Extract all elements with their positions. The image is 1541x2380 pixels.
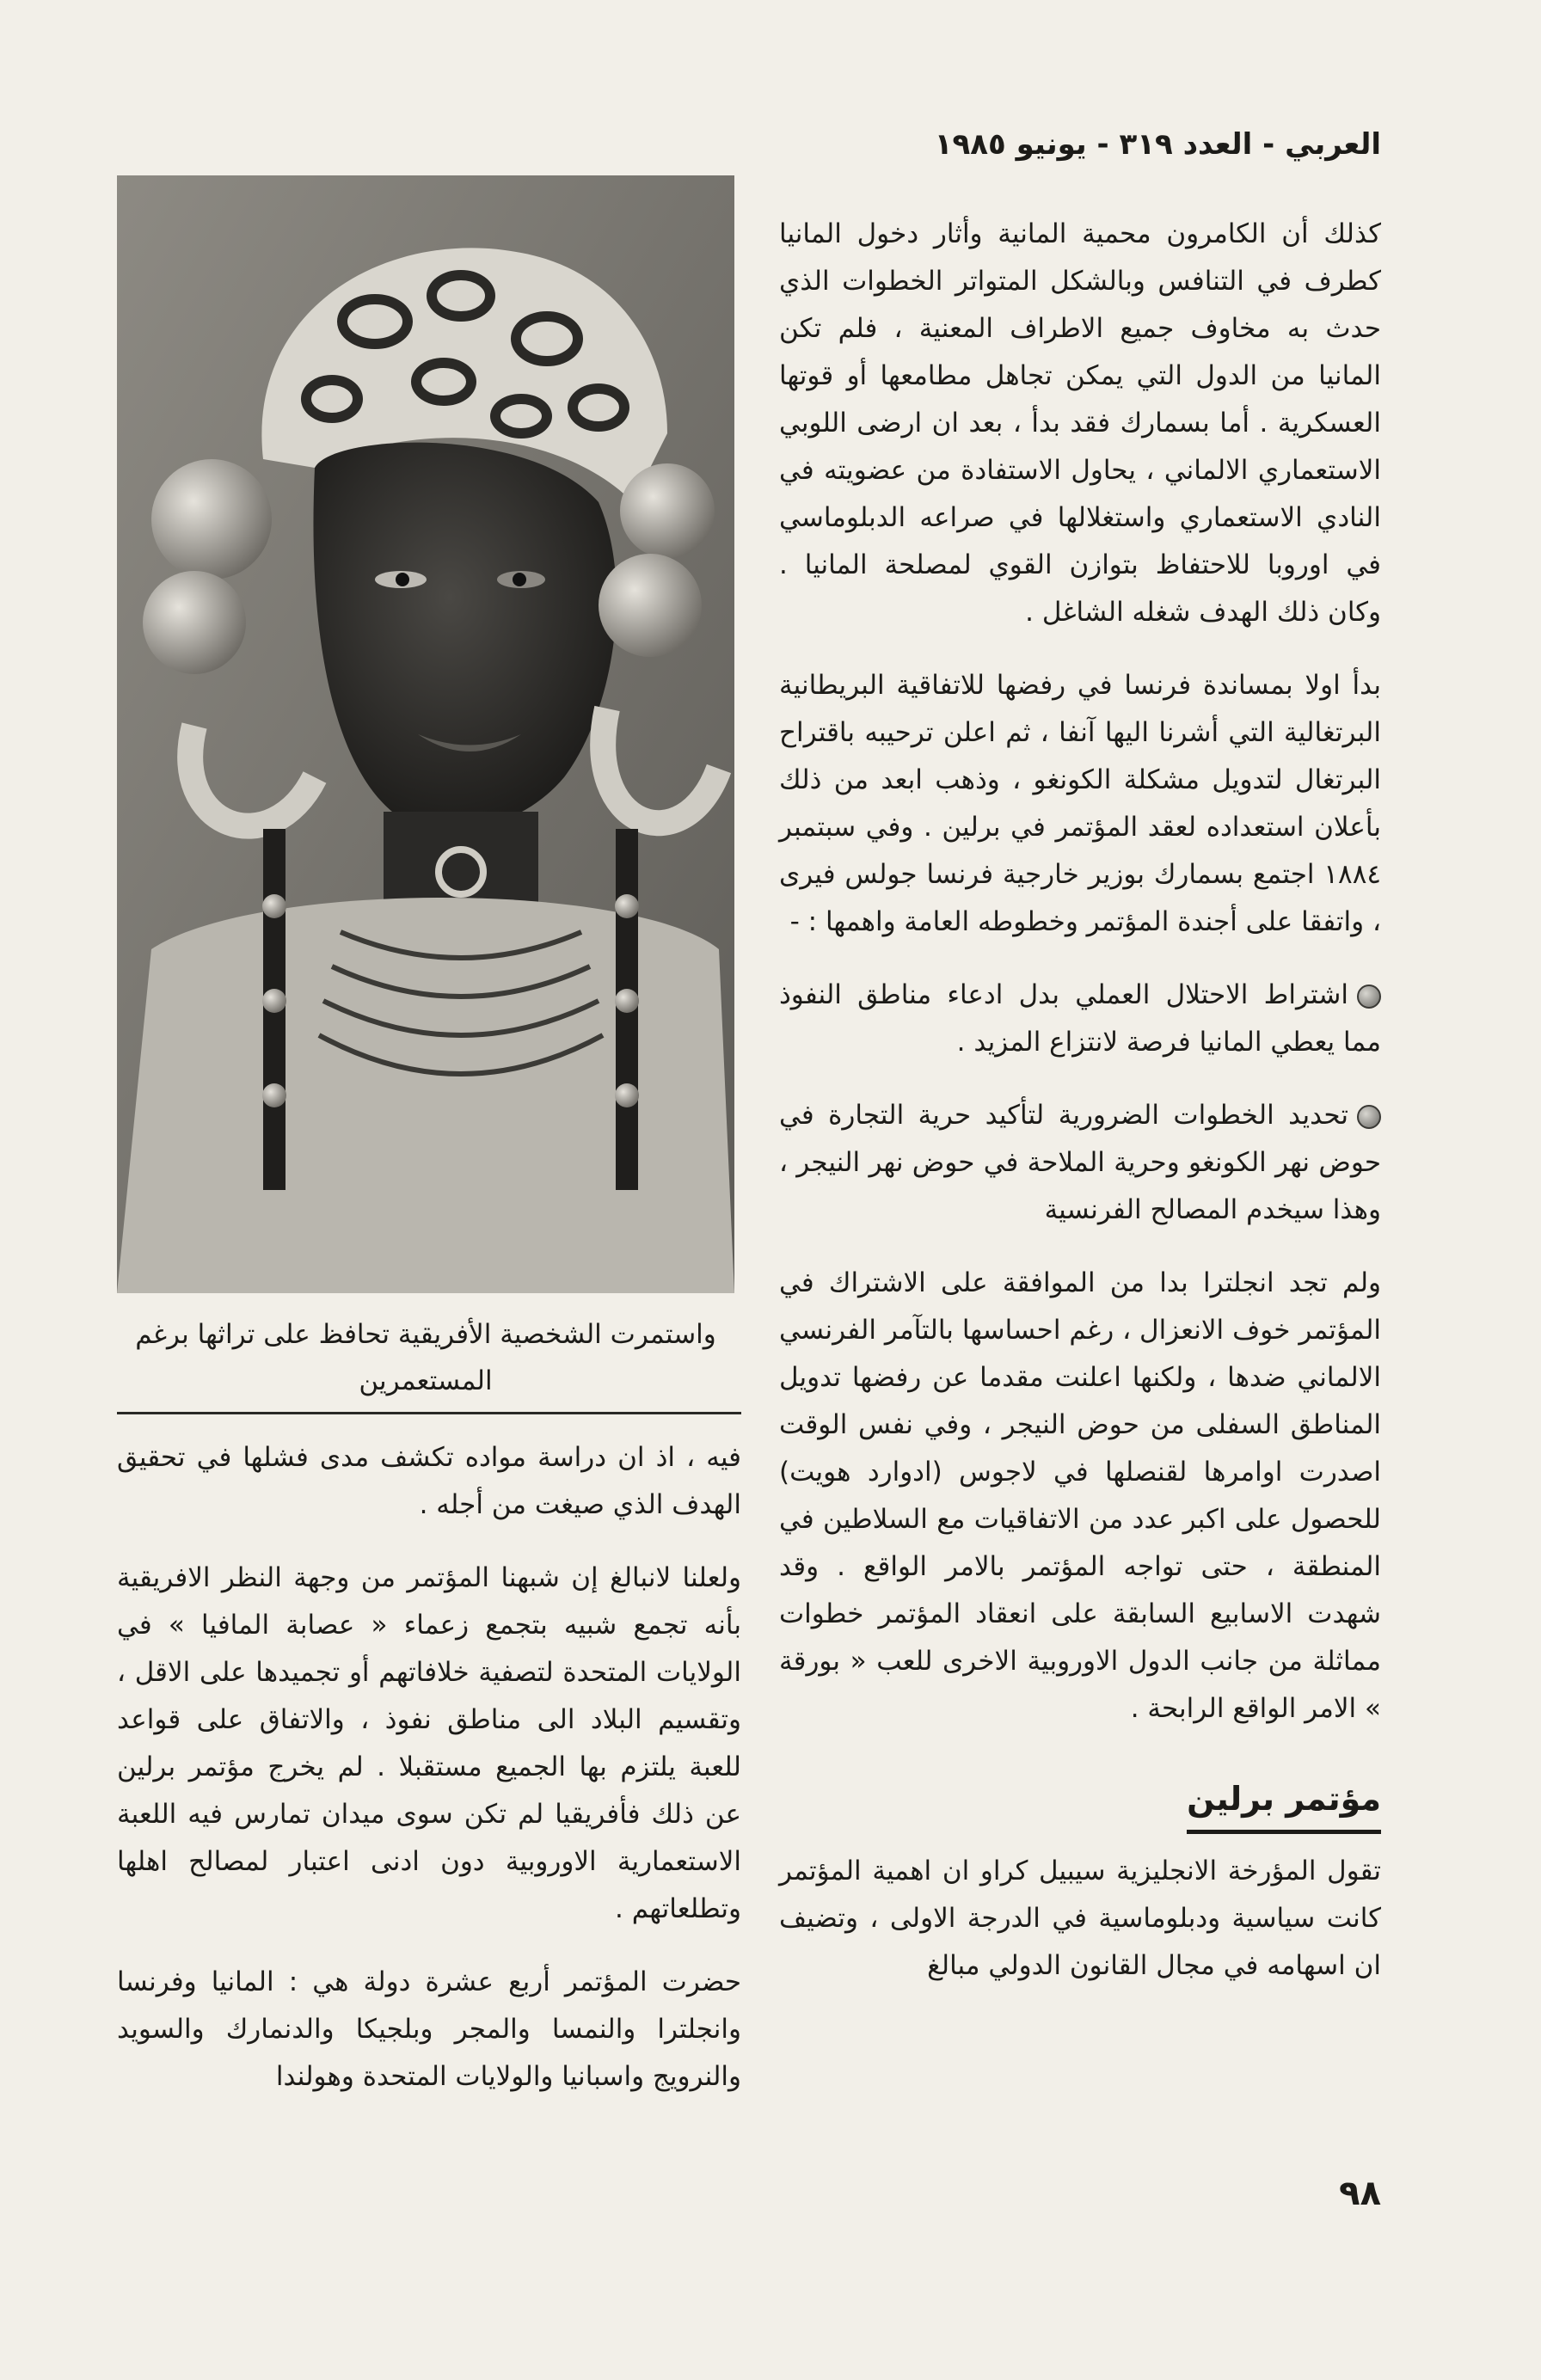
- paragraph: تقول المؤرخة الانجليزية سيبيل كراو ان اهمية المؤتمر كانت سياسية ودبلوماسية في الدرجة الاولى ، وتضيف ان اسهامه في مجال القانون الدولي مبالغ: [779, 1856, 1381, 1981]
- page-number: ٩٨: [1339, 2174, 1381, 2213]
- section-heading: مؤتمر برلين: [1187, 1776, 1381, 1834]
- portrait-illustration: [117, 175, 734, 1293]
- paragraph: كذلك أن الكامرون محمية المانية وأثار دخول المانيا كطرف في التنافس وبالشكل المتواتر الخطوات الذي حدث به مخاوف جميع الاطراف المعنية ، فلم تكن المانيا من الدول التي يمكن تجاهل مطامعها أو قوتها العسكرية . أما بسمارك فقد بدأ ، بعد ان ارضى اللوبي الاستعماري الالماني ، يحاول الاستفادة من عضويته في النادي الاستعماري واستغلالها في صراعه الدبلوماسي في اوروبا للاحتفاظ بتوازن القوي لمصلحة المانيا . وكان ذلك الهدف شغله الشاغل .: [779, 218, 1381, 628]
- column-divider: [117, 1412, 741, 1414]
- paragraph: بدأ اولا بمساندة فرنسا في رفضها للاتفاقية البريطانية البرتغالية التي أشرنا اليها آنفا ، ثم اعلن ترحيبه باقتراح البرتغال لتدويل مشكلة الكونغو ، وذهب ابعد من ذلك بأعلان استعداده لعقد المؤتمر في برلين . وفي سبتمبر ١٨٨٤ اجتمع بسمارك بوزير خارجية فرنسا جولس فيرى ، واتفقا على أجندة المؤتمر وخطوطه العامة واهمها : -: [779, 670, 1381, 937]
- bullet-icon: [1357, 1105, 1381, 1129]
- running-header: [779, 127, 1381, 162]
- running-title: العربي - العدد ٣١٩ - يونيو ١٩٨٥: [934, 127, 1381, 162]
- paragraph: فيه ، اذ ان دراسة مواده تكشف مدى فشلها في تحقيق الهدف الذي صيغت من أجله .: [117, 1442, 741, 1520]
- bullet-item: [779, 1092, 1381, 1234]
- paragraph: ولعلنا لانبالغ إن شبهنا المؤتمر من وجهة النظر الافريقية بأنه تجمع شبيه بتجمع زعماء « عصابة المافيا » في الولايات المتحدة لتصفية خلافاتهم أو تجميدها على الاقل ، وتقسيم البلاد الى مناطق نفوذ ، والاتفاق على قواعد للعبة يلتزم بها الجميع مستقبلا . لم يخرج مؤتمر برلين عن ذلك فأفريقيا لم تكن سوى ميدان تمارس فيه اللعبة الاستعمارية الاوروبية دون ادنى اعتبار لمصالح اهلها وتطلعاتهم .: [117, 1562, 741, 1924]
- right-column: [779, 211, 1381, 2015]
- paragraph: حضرت المؤتمر أربع عشرة دولة هي : المانيا وفرنسا وانجلترا والنمسا والمجر وبلجيكا والدنمارك والسويد والنرويج واسبانيا والولايات المتحدة وهولندا: [117, 1966, 741, 2092]
- bullet-text: تحديد الخطوات الضرورية لتأكيد حرية التجارة في حوض نهر الكونغو وحرية الملاحة في حوض نهر النيجر ، وهذا سيخدم المصالح الفرنسية: [779, 1100, 1381, 1225]
- photo-caption: [117, 1311, 734, 1404]
- bullet-icon: [1357, 985, 1381, 1009]
- paragraph: ولم تجد انجلترا بدا من الموافقة على الاشتراك في المؤتمر خوف الانعزال ، رغم احساسها بالتآمر الفرنسي الالماني ضدها ، ولكنها اعلنت مقدما عن رفضها تدويل المناطق السفلى من حوض النيجر ، وفي نفس الوقت اصدرت اوامرها لقنصلها في لاجوس (ادوارد هويت) للحصول على اكبر عدد من الاتفاقيات مع السلاطين في المنطقة ، حتى تواجه المؤتمر بالامر الواقع . وقد شهدت الاسابيع السابقة على انعقاد المؤتمر خطوات مماثلة من جانب الدول الاوروبية الاخرى للعب « بورقة » الامر الواقع الرابحة .: [779, 1267, 1381, 1724]
- portrait-photo: [117, 175, 734, 1293]
- left-column: [117, 1434, 741, 2126]
- bullet-item: [779, 972, 1381, 1066]
- photo-caption-text: واستمرت الشخصية الأفريقية تحافظ على تراثها برغم المستعمرين: [135, 1319, 716, 1396]
- bullet-text: اشتراط الاحتلال العملي بدل ادعاء مناطق النفوذ مما يعطي المانيا فرصة لانتزاع المزيد .: [779, 979, 1381, 1058]
